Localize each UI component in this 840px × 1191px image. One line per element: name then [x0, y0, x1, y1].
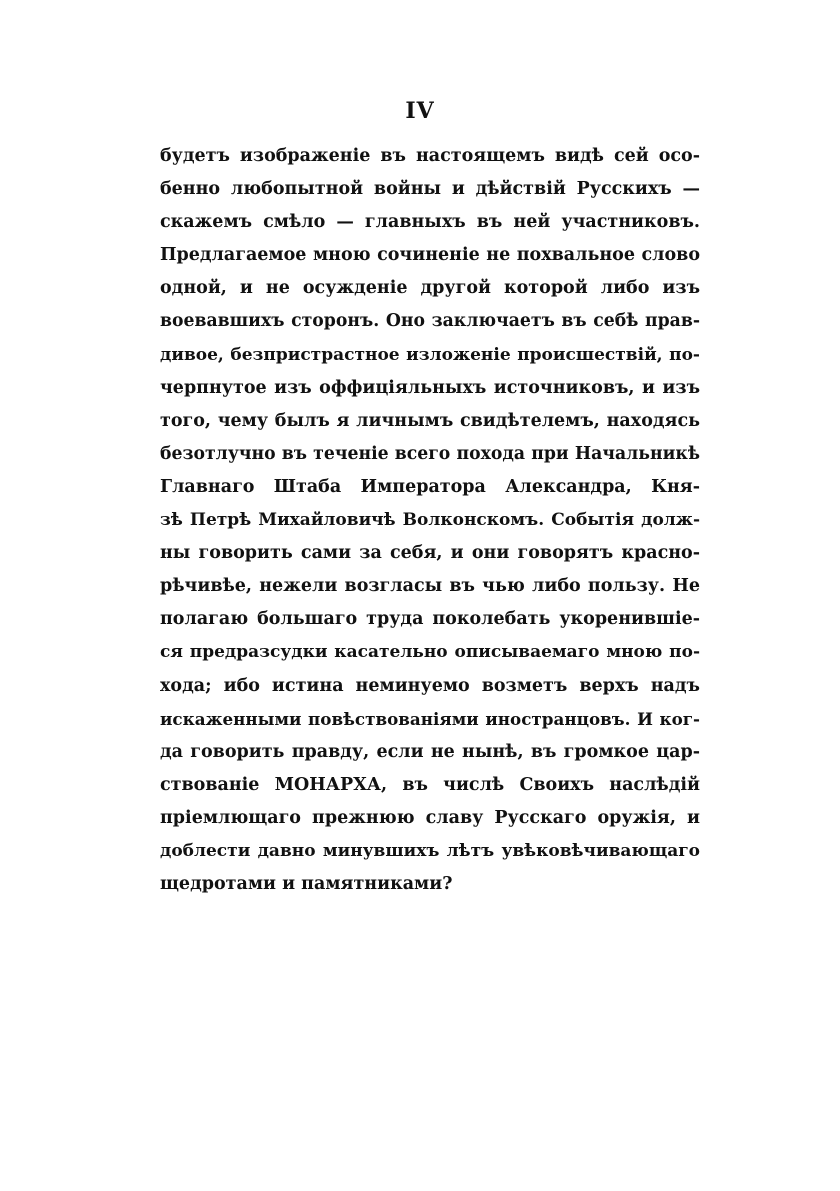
text-line: искаженными повѣствованіями иностранцовъ. И ког- [160, 708, 700, 729]
text-line: одной, и не осужденіе другой которой либо изъ [160, 278, 700, 299]
text-line: черпнутое изъ оффиціяльныхъ источниковъ, и изъ [160, 377, 700, 398]
text-line: доблести давно минувшихъ лѣтъ увѣковѣчивающаго [160, 840, 700, 861]
text-line: дивое, безпристрастное изложеніе происшествій, по- [160, 344, 700, 365]
text-line: ся предразсудки касательно описываемаго мною по- [160, 642, 700, 663]
text-line: хода; ибо истина неминуемо возметъ верхъ надъ [160, 675, 700, 696]
text-line: скажемъ смѣло — главныхъ въ ней участниковъ. [160, 212, 700, 233]
text-line: щедротами и памятниками? [160, 874, 453, 895]
text-line: будетъ изображеніе въ настоящемъ видѣ сей осо- [160, 146, 700, 166]
text-line: да говорить правду, если не нынѣ, въ громкое цар- [160, 741, 700, 762]
text-line: воевавшихъ сторонъ. Оно заключаетъ въ себѣ прав- [160, 311, 700, 332]
text-line: пріемлющаго прежнюю славу Русскаго оружія, и [160, 807, 700, 828]
text-line: Главнаго Штаба Императора Александра, Кня- [160, 476, 700, 497]
text-line: ствованіе МОНАРХА, въ числѣ Своихъ наслѣдій [160, 774, 700, 795]
text-line: полагаю большаго труда поколебать укоренившіе- [160, 609, 700, 630]
text-line: ны говорить сами за себя, и они говорятъ красно- [160, 543, 700, 564]
text-line: зѣ Петрѣ Михайловичѣ Волконскомъ. Событія долж- [160, 510, 700, 531]
text-line: того, чему былъ я личнымъ свидѣтелемъ, находясь [160, 410, 700, 431]
text-line: Предлагаемое мною сочиненіе не похвальное слово [160, 245, 700, 266]
text-line: рѣчивѣе, нежели возгласы въ чью либо пользу. Не [160, 576, 700, 597]
text-line: безотлучно въ теченіе всего похода при Начальникѣ [160, 443, 700, 464]
page-number: IV [405, 98, 435, 124]
body-text [160, 140, 700, 901]
text-line: бенно любопытной войны и дѣйствій Русскихъ — [160, 179, 700, 200]
